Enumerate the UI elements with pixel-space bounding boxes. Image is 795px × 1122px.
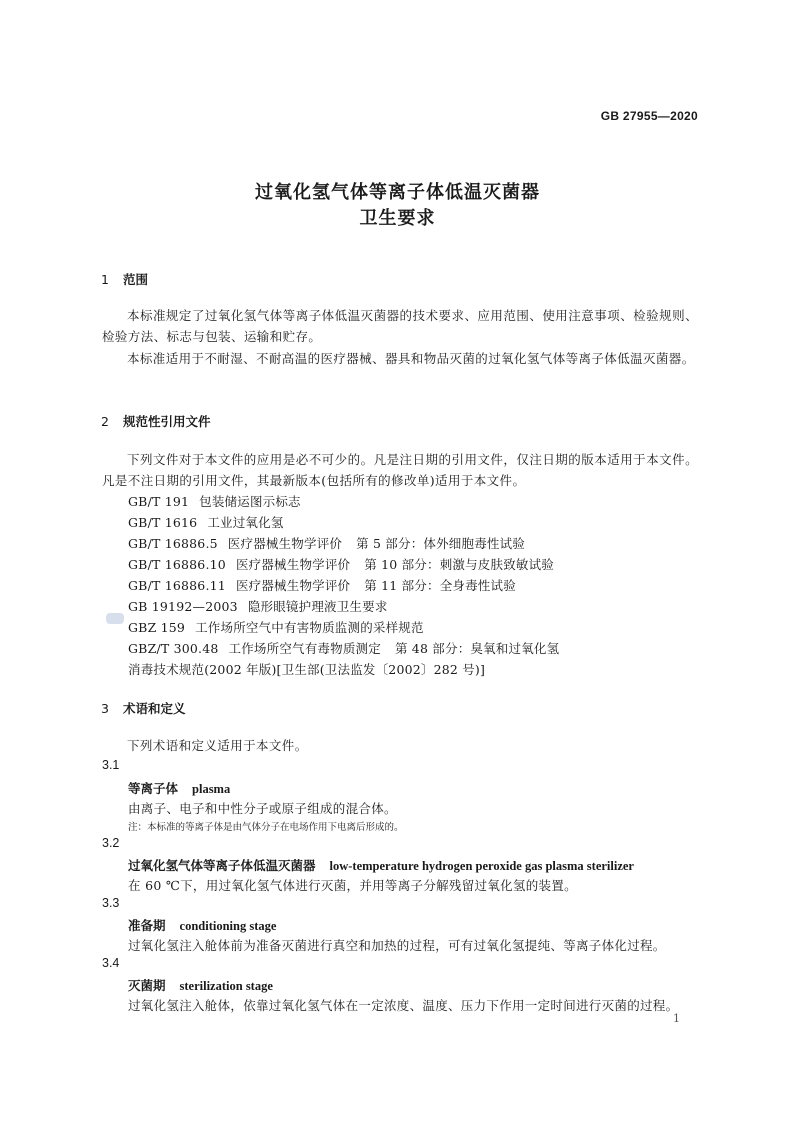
scope-paragraph: 本标准规定了过氧化氢气体等离子体低温灭菌器的技术要求、应用范围、使用注意事项、检验规则、检验方法、标志与包装、运输和贮存。	[102, 308, 698, 344]
reference-code: GB/T 16886.10	[128, 557, 226, 572]
reference-code: GBZ 159	[128, 620, 186, 635]
reference-part: 第 10 部分：刺激与皮肤致敏试验	[364, 557, 555, 572]
reference-item	[128, 639, 559, 657]
scope-paragraph: 本标准适用于不耐湿、不耐高温的医疗器械、器具和物品灭菌的过氧化氢气体等离子体低温灭菌器。	[127, 351, 695, 366]
term-definition: 由离子、电子和中性分子或原子组成的混合体。	[128, 801, 397, 816]
reference-item	[128, 618, 424, 636]
reference-title: 工业过氧化氢	[207, 515, 284, 530]
term-heading	[128, 976, 273, 994]
term-en: low-temperature hydrogen peroxide gas plasma sterilizer	[329, 859, 634, 873]
section-heading-terms	[101, 699, 186, 717]
section-number: 2	[101, 414, 109, 429]
reference-item	[128, 576, 516, 594]
reference-title: 包装储运图示标志	[199, 494, 301, 509]
term-number: 3.1	[102, 758, 120, 772]
section-number: 1	[101, 272, 109, 287]
term-number: 3.4	[102, 956, 120, 970]
reference-title: 医疗器械生物学评价	[227, 536, 343, 551]
reference-title: 隐形眼镜护理液卫生要求	[247, 599, 388, 614]
term-definition: 在 60 ℃下，用过氧化氢气体进行灭菌，并用等离子分解残留过氧化氢的装置。	[128, 878, 577, 893]
reference-item	[128, 513, 284, 531]
reference-item	[128, 555, 554, 573]
document-subtitle: 卫生要求	[359, 208, 436, 229]
term-en: sterilization stage	[179, 979, 273, 993]
term-note: 注：本标准的等离子体是由气体分子在电场作用下电离后形成的。	[128, 822, 404, 833]
reference-code: GBZ/T 300.48	[128, 641, 219, 656]
term-en: conditioning stage	[179, 919, 277, 933]
reference-item	[128, 534, 525, 552]
term-heading	[128, 916, 276, 934]
section-number: 3	[101, 701, 109, 716]
reference-title: 消毒技术规范(2002 年版)[卫生部(卫法监发〔2002〕282 号)]	[128, 662, 486, 677]
reference-item	[128, 492, 301, 510]
term-zh: 准备期	[128, 918, 166, 933]
page-number: 1	[673, 1012, 680, 1025]
term-definition: 过氧化氢注入舱体前为准备灭菌进行真空和加热的过程，可有过氧化氢提纯、等离子体化过程。	[128, 938, 666, 953]
term-zh: 等离子体	[128, 781, 179, 796]
section-title: 术语和定义	[123, 701, 186, 716]
reference-part: 第 11 部分：全身毒性试验	[364, 578, 516, 593]
reference-item	[128, 597, 388, 615]
reference-title: 工作场所空气有毒物质测定	[228, 641, 381, 656]
scan-artifact	[106, 613, 124, 624]
reference-title: 医疗器械生物学评价	[235, 557, 351, 572]
section-heading-normative	[101, 412, 211, 430]
reference-item	[128, 660, 485, 678]
section-title: 范围	[123, 272, 149, 287]
normative-intro: 下列文件对于本文件的应用是必不可少的。凡是注日期的引用文件，仅注日期的版本适用于本文件。凡是不注日期的引用文件，其最新版本(包括所有的修改单)适用于本文件。	[102, 452, 698, 488]
document-title: 过氧化氢气体等离子体低温灭菌器	[255, 182, 540, 203]
term-definition: 过氧化氢注入舱体，依靠过氧化氢气体在一定浓度、温度、压力下作用一定时间进行灭菌的过程。	[128, 998, 679, 1013]
reference-title: 医疗器械生物学评价	[235, 578, 351, 593]
term-number: 3.2	[102, 836, 120, 850]
term-number: 3.3	[102, 896, 120, 910]
reference-code: GB/T 16886.5	[128, 536, 218, 551]
reference-code: GB/T 16886.11	[128, 578, 226, 593]
section-title: 规范性引用文件	[123, 414, 211, 429]
term-heading	[128, 779, 230, 797]
reference-part: 第 48 部分：臭氧和过氧化氢	[394, 641, 560, 656]
reference-title: 工作场所空气中有害物质监测的采样规范	[195, 620, 424, 635]
reference-code: GB 19192—2003	[128, 599, 238, 614]
reference-code: GB/T 191	[128, 494, 190, 509]
term-en: plasma	[192, 782, 231, 796]
term-heading	[128, 856, 634, 874]
terms-intro: 下列术语和定义适用于本文件。	[127, 738, 308, 753]
term-zh: 过氧化氢气体等离子体低温灭菌器	[128, 858, 316, 873]
standard-number: GB 27955—2020	[600, 109, 698, 123]
term-zh: 灭菌期	[128, 978, 166, 993]
section-heading-scope	[101, 270, 148, 288]
reference-part: 第 5 部分：体外细胞毒性试验	[356, 536, 526, 551]
reference-code: GB/T 1616	[128, 515, 198, 530]
